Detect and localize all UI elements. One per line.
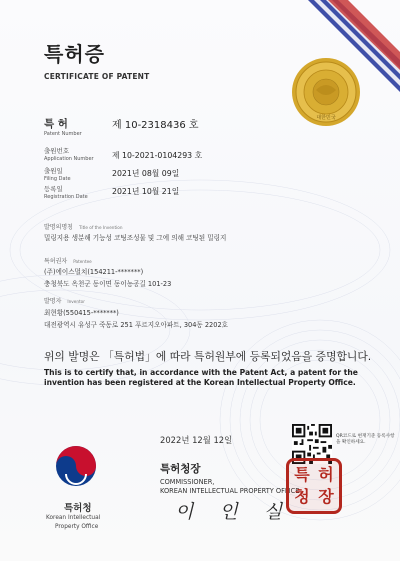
patent-label-english: Patent Number — [44, 131, 82, 137]
commissioner-title: 특허청장 — [160, 463, 201, 475]
patentee-label-ko: 특허권자 — [44, 258, 68, 265]
issue-date: 2022년 12월 12일 — [160, 435, 233, 445]
registration-date: 2021년 10월 21일 — [112, 187, 180, 196]
stamp-char: 허 — [318, 465, 334, 484]
kipo-name-english-line2: Property Office — [55, 524, 99, 530]
filing-date-label: 출원일 — [44, 167, 63, 175]
inventor-label-ko: 발명자 — [44, 298, 62, 305]
inventor-label-english: Inventor — [67, 299, 85, 304]
commissioner-signature: 이 인 실 — [175, 501, 293, 523]
inventor-name: 최현황(550415-*******) — [44, 309, 119, 317]
qr-code-note: QR코드로 현재기준 등록사항을 확인하세요. — [336, 434, 395, 445]
patent-number: 제 10-2318436 호 — [112, 120, 199, 131]
filing-date: 2021년 08월 09일 — [112, 169, 180, 178]
seal-label: 대한민국 — [316, 115, 336, 121]
application-label: 출원번호 — [44, 147, 70, 155]
invention-label-english: Title of the Invention — [78, 225, 123, 230]
document-title-english: CERTIFICATE OF PATENT — [44, 72, 150, 81]
registration-date-label: 등록일 — [44, 185, 63, 193]
commissioner-title-english-line2: KOREAN INTELLECTUAL PROPERTY OFFICE — [160, 487, 300, 495]
registration-date-label-english: Registration Date — [44, 194, 88, 200]
filing-date-label-english: Filing Date — [44, 176, 71, 182]
patent-seal — [268, 0, 400, 160]
invention-label-ko: 발명의명칭 — [44, 224, 73, 231]
certification-statement-english: This is to certify that, in accordance with the Patent Act, a patent for the invention has been registered at the Korean Intellectual Property Office. — [44, 368, 358, 387]
patentee-label-english: Patentee — [73, 259, 92, 264]
patentee-address: 충청북도 옥천군 동이면 동이농공길 101-23 — [44, 280, 172, 288]
patent-label: 특 허 — [44, 118, 68, 130]
application-label-english: Application Number — [44, 156, 94, 162]
commissioner-title-english-line1: COMMISSIONER, — [160, 478, 215, 486]
kipo-logo-icon — [52, 442, 100, 490]
inventor-address: 대전광역시 유성구 죽동로 251 푸르지오아파트, 304동 2202호 — [44, 321, 229, 329]
certification-statement: 위의 발명은 「특허법」에 따라 특허원부에 등록되었음을 증명합니다. — [44, 350, 372, 363]
stamp-char: 청 — [294, 487, 310, 506]
invention-label — [44, 222, 122, 231]
stamp-char: 특 — [294, 465, 310, 484]
patentee-name: (주)에이스멀치(154211-*******) — [44, 268, 144, 276]
invention-title: 밀링지용 생분해 기능성 코팅조성물 및 그에 의해 코팅된 밀링지 — [44, 234, 227, 242]
patentee-label — [44, 256, 92, 265]
application-number: 제 10-2021-0104293 호 — [112, 151, 203, 160]
kipo-name: 특허청 — [64, 503, 92, 514]
document-title: 특허증 — [44, 42, 105, 66]
official-stamp — [286, 458, 342, 514]
inventor-label — [44, 296, 85, 305]
stamp-characters — [289, 461, 339, 511]
stamp-char: 장 — [318, 487, 334, 506]
kipo-name-english-line1: Korean Intellectual — [46, 515, 101, 521]
